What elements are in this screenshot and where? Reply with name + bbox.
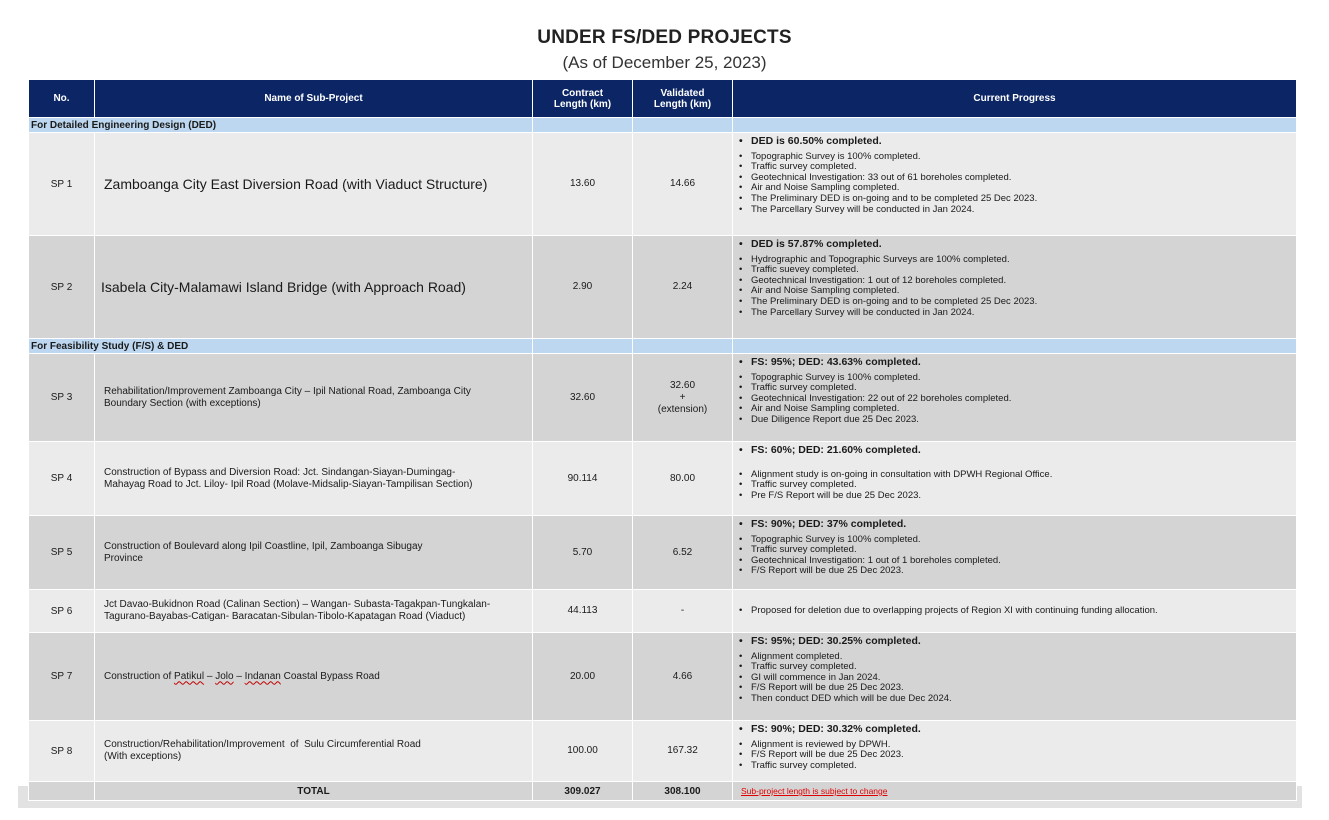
row-validated: - xyxy=(633,590,733,633)
row-name xyxy=(95,442,533,516)
row-name-line2: Mahayag Road to Jct. Liloy- Ipil Road (Molave-Midsalip-Siayan-Tampilisan Section) xyxy=(104,478,473,490)
table-row xyxy=(29,590,1297,633)
row-contract: 13.60 xyxy=(533,133,633,236)
row-progress xyxy=(733,236,1297,339)
progress-item: • Geotechnical Investigation: 1 out of 12 boreholes completed. xyxy=(739,276,1292,287)
progress-headline: • FS: 90%; DED: 30.32% completed. xyxy=(739,724,1292,735)
row-progress xyxy=(733,516,1297,590)
row-validated: 4.66 xyxy=(633,633,733,721)
row-no: SP 1 xyxy=(29,133,95,236)
section-cell xyxy=(633,339,733,354)
row-name-line1: Construction of Boulevard along Ipil Coastline, Ipil, Zamboanga Sibugay xyxy=(104,540,423,552)
row-validated: 14.66 xyxy=(633,133,733,236)
section-cell xyxy=(633,118,733,133)
progress-item: • Traffic survey completed. xyxy=(739,480,1292,491)
row-name-part: Jolo xyxy=(215,670,234,682)
progress-item: • Geotechnical Investigation: 33 out of 61 boreholes completed. xyxy=(739,173,1292,184)
table-row xyxy=(29,354,1297,442)
progress-item: • F/S Report will be due 25 Dec 2023. xyxy=(739,750,1292,761)
row-no: SP 8 xyxy=(29,721,95,782)
row-name-part: – xyxy=(233,670,245,682)
row-validated xyxy=(633,354,733,442)
row-contract: 20.00 xyxy=(533,633,633,721)
total-blank xyxy=(29,782,95,801)
row-name-line2: (With exceptions) xyxy=(104,751,182,762)
projects-table xyxy=(28,79,1297,801)
progress-item: • Geotechnical Investigation: 22 out of 22 boreholes completed. xyxy=(739,394,1292,405)
progress-headline: • FS: 60%; DED: 21.60% completed. xyxy=(739,445,1292,456)
row-name-part: – xyxy=(204,670,216,682)
row-validated-line2: + xyxy=(679,391,686,403)
table-row xyxy=(29,442,1297,516)
row-contract: 44.113 xyxy=(533,590,633,633)
row-name xyxy=(95,590,533,633)
progress-item: • Hydrographic and Topographic Surveys are 100% completed. xyxy=(739,255,1292,266)
total-note: Sub-project length is subject to change xyxy=(733,782,1297,801)
progress-headline: • FS: 95%; DED: 30.25% completed. xyxy=(739,636,1292,647)
progress-headline: • FS: 95%; DED: 43.63% completed. xyxy=(739,357,1292,368)
header-validated-length xyxy=(633,80,733,118)
section-cell xyxy=(733,118,1297,133)
row-name-line1: Construction/Rehabilitation/Improvement of Sulu Circumferential Road xyxy=(104,739,421,750)
row-progress xyxy=(733,442,1297,516)
row-progress xyxy=(733,633,1297,721)
table-header-row xyxy=(29,80,1297,118)
row-name xyxy=(95,721,533,782)
section-cell xyxy=(533,118,633,133)
table-row xyxy=(29,516,1297,590)
row-contract: 100.00 xyxy=(533,721,633,782)
header-validated-line1: Validated xyxy=(660,87,705,99)
progress-item: • Topographic Survey is 100% completed. xyxy=(739,152,1292,163)
progress-item: • Air and Noise Sampling completed. xyxy=(739,404,1292,415)
row-name-part: Patikul xyxy=(174,670,205,682)
row-name-line1: Jct Davao-Bukidnon Road (Calinan Section) – Wangan- Subasta-Tagakpan-Tungkalan- xyxy=(104,599,491,610)
row-no: SP 5 xyxy=(29,516,95,590)
progress-item: • Due Diligence Report due 25 Dec 2023. xyxy=(739,415,1292,426)
progress-headline: • DED is 60.50% completed. xyxy=(739,136,1292,147)
header-validated-line2: Length (km) xyxy=(653,98,712,110)
progress-item: • Topographic Survey is 100% completed. xyxy=(739,373,1292,384)
progress-item: • The Preliminary DED is on-going and to be completed 25 Dec 2023. xyxy=(739,194,1292,205)
row-name: Isabela City-Malamawi Island Bridge (with Approach Road) xyxy=(95,236,533,339)
progress-item: • Proposed for deletion due to overlapping projects of Region XI with continuing funding allocation. xyxy=(739,606,1292,617)
total-row xyxy=(29,782,1297,801)
row-name-line1: Construction of Bypass and Diversion Road: Jct. Sindangan-Siayan-Dumingag- xyxy=(104,466,456,478)
header-contract-line1: Contract xyxy=(561,87,604,99)
row-no: SP 7 xyxy=(29,633,95,721)
row-validated-line1: 32.60 xyxy=(669,379,696,391)
section-cell xyxy=(533,339,633,354)
row-contract: 90.114 xyxy=(533,442,633,516)
row-name-line2: Province xyxy=(104,552,143,564)
total-validated: 308.100 xyxy=(633,782,733,801)
progress-item: • Traffic suevey completed. xyxy=(739,265,1292,276)
row-name-part: Indanan xyxy=(244,670,281,682)
section-cell xyxy=(733,339,1297,354)
section-ded-row xyxy=(29,118,1297,133)
row-contract: 32.60 xyxy=(533,354,633,442)
table-row xyxy=(29,633,1297,721)
row-validated: 80.00 xyxy=(633,442,733,516)
progress-item: • Geotechnical Investigation: 1 out of 1 boreholes completed. xyxy=(739,556,1292,567)
progress-item: • Alignment is reviewed by DPWH. xyxy=(739,740,1292,751)
header-progress: Current Progress xyxy=(733,80,1297,118)
section-fs-row xyxy=(29,339,1297,354)
row-progress xyxy=(733,721,1297,782)
table-row xyxy=(29,133,1297,236)
total-contract: 309.027 xyxy=(533,782,633,801)
progress-item: • F/S Report will be due 25 Dec 2023. xyxy=(739,566,1292,577)
row-no: SP 4 xyxy=(29,442,95,516)
row-validated: 2.24 xyxy=(633,236,733,339)
table-row xyxy=(29,236,1297,339)
row-name-part: Coastal Bypass Road xyxy=(280,670,380,682)
progress-item: • F/S Report will be due 25 Dec 2023. xyxy=(739,683,1292,694)
progress-item: • GI will commence in Jan 2024. xyxy=(739,673,1292,684)
row-progress xyxy=(733,133,1297,236)
row-name xyxy=(95,633,533,721)
row-progress xyxy=(733,590,1297,633)
progress-headline: • FS: 90%; DED: 37% completed. xyxy=(739,519,1292,530)
progress-headline: • DED is 57.87% completed. xyxy=(739,239,1292,250)
progress-item: • The Parcellary Survey will be conducted in Jan 2024. xyxy=(739,308,1292,319)
row-name xyxy=(95,354,533,442)
section-fs-label: For Feasibility Study (F/S) & DED xyxy=(29,339,533,354)
progress-item: • Alignment completed. xyxy=(739,652,1292,663)
row-no: SP 3 xyxy=(29,354,95,442)
progress-item: • Traffic survey completed. xyxy=(739,761,1292,772)
row-name-part: Construction of xyxy=(104,670,175,682)
row-validated-line3: (extension) xyxy=(657,403,708,415)
progress-item: • Air and Noise Sampling completed. xyxy=(739,183,1292,194)
progress-item: • The Preliminary DED is on-going and to be completed 25 Dec 2023. xyxy=(739,297,1292,308)
row-validated: 167.32 xyxy=(633,721,733,782)
row-name-line1: Rehabilitation/Improvement Zamboanga City – Ipil National Road, Zamboanga City xyxy=(104,385,471,397)
progress-item: • Topographic Survey is 100% completed. xyxy=(739,535,1292,546)
progress-item: • Alignment study is on-going in consultation with DPWH Regional Office. xyxy=(739,470,1292,481)
row-name-line2: Tagurano-Bayabas-Catigan- Baracatan-Sibulan-Tibolo-Kapatagan Road (Viaduct) xyxy=(104,611,466,622)
table-row xyxy=(29,721,1297,782)
row-name-line2: Boundary Section (with exceptions) xyxy=(104,397,261,409)
total-label: TOTAL xyxy=(95,782,533,801)
row-name: Zamboanga City East Diversion Road (with Viaduct Structure) xyxy=(95,133,533,236)
progress-item: • Air and Noise Sampling completed. xyxy=(739,286,1292,297)
progress-item: • Traffic survey completed. xyxy=(739,162,1292,173)
header-contract-length xyxy=(533,80,633,118)
page-title: UNDER FS/DED PROJECTS xyxy=(537,27,792,48)
row-no: SP 2 xyxy=(29,236,95,339)
progress-item: • Traffic survey completed. xyxy=(739,383,1292,394)
row-progress xyxy=(733,354,1297,442)
header-name: Name of Sub-Project xyxy=(95,80,533,118)
progress-item: • Traffic survey completed. xyxy=(739,662,1292,673)
page-subtitle: (As of December 25, 2023) xyxy=(562,53,767,72)
section-ded-label: For Detailed Engineering Design (DED) xyxy=(29,118,533,133)
progress-item: • Then conduct DED which will be due Dec 2024. xyxy=(739,694,1292,705)
row-validated: 6.52 xyxy=(633,516,733,590)
row-no: SP 6 xyxy=(29,590,95,633)
header-no: No. xyxy=(29,80,95,118)
row-contract: 5.70 xyxy=(533,516,633,590)
row-contract: 2.90 xyxy=(533,236,633,339)
progress-item: • Traffic survey completed. xyxy=(739,545,1292,556)
progress-item: • Pre F/S Report will be due 25 Dec 2023. xyxy=(739,491,1292,502)
header-contract-line2: Length (km) xyxy=(553,98,612,110)
progress-item: • The Parcellary Survey will be conducted in Jan 2024. xyxy=(739,205,1292,216)
row-name xyxy=(95,516,533,590)
